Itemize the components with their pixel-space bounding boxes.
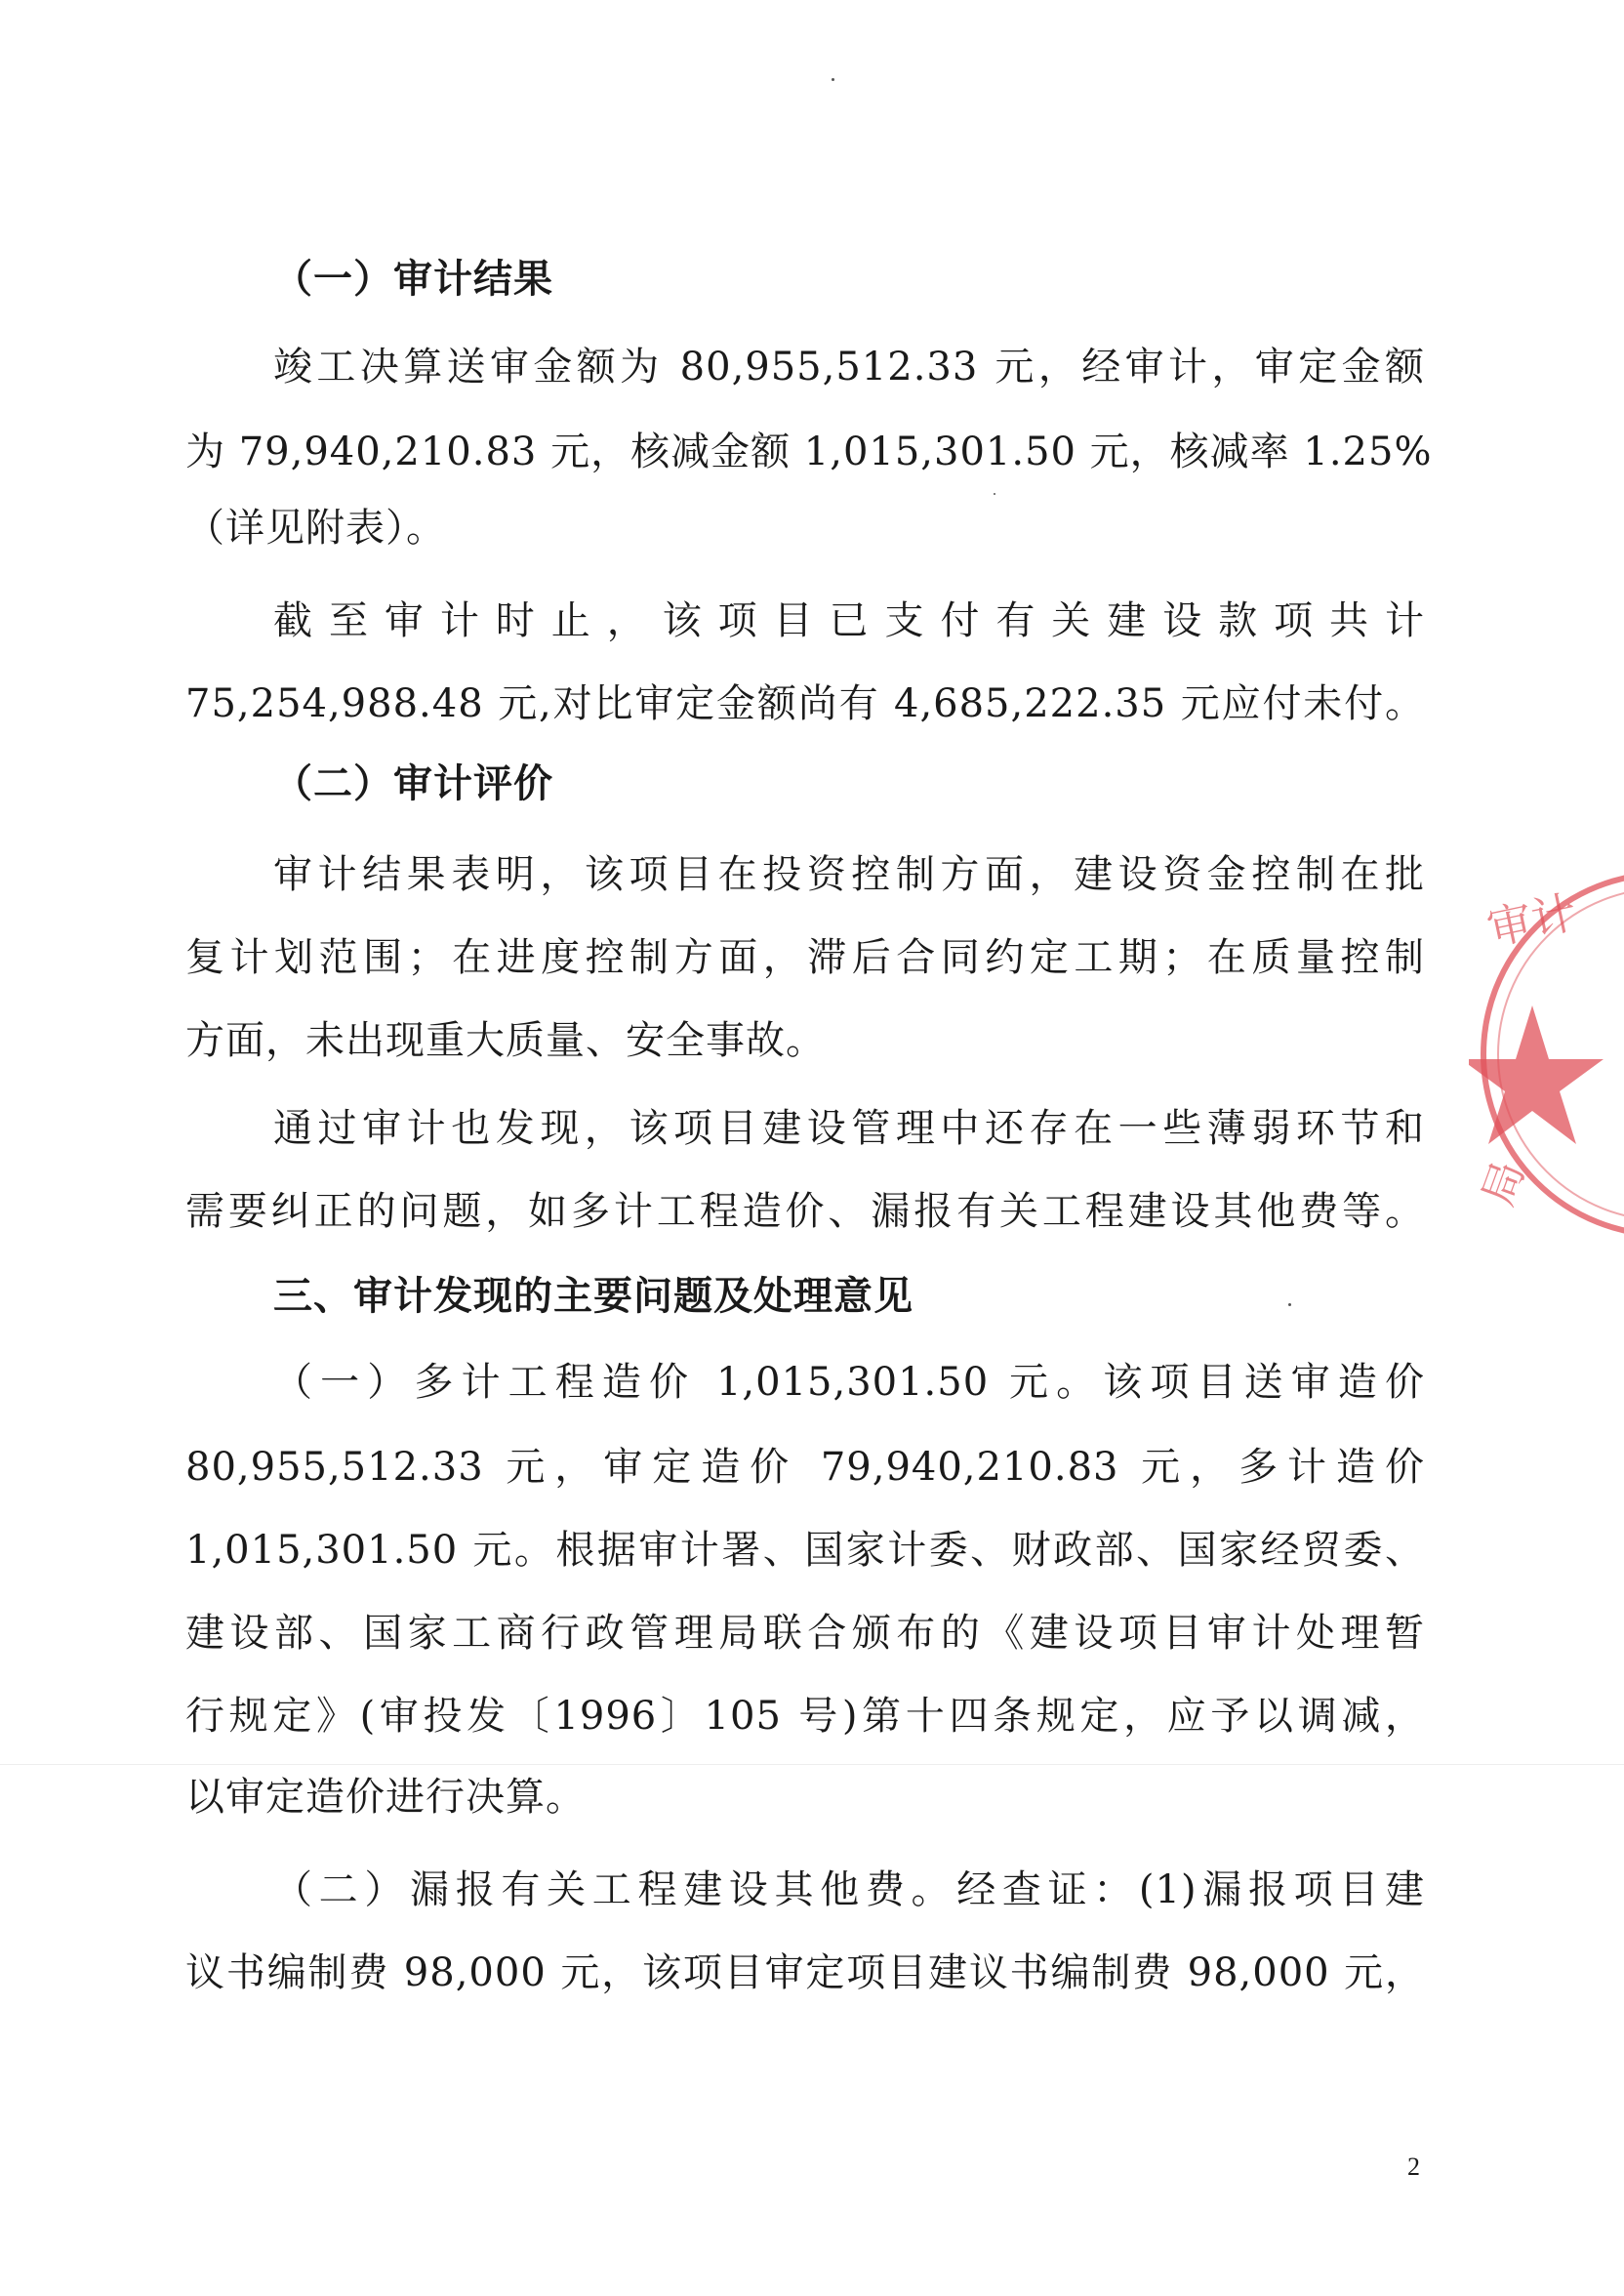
body-line: 以审定造价进行决算。 bbox=[185, 1775, 586, 1820]
heading-audit-evaluation: （二）审计评价 bbox=[273, 761, 553, 806]
body-line: 议书编制费 98,000 元，该项目审定项目建议书编制费 98,000 元， bbox=[185, 1950, 1425, 1995]
heading-section-three: 三、审计发现的主要问题及处理意见 bbox=[273, 1274, 914, 1319]
body-line: 1,015,301.50 元。根据审计署、国家计委、财政部、国家经贸委、 bbox=[185, 1528, 1425, 1573]
body-line: （一）多计工程造价 1,015,301.50 元。该项目送审造价 bbox=[273, 1360, 1425, 1405]
body-line: 行规定》(审投发〔1996〕105 号)第十四条规定，应予以调减， bbox=[185, 1694, 1425, 1739]
body-line: 建设部、国家工商行政管理局联合颁布的《建设项目审计处理暂 bbox=[185, 1611, 1425, 1656]
body-line: 需要纠正的问题，如多计工程造价、漏报有关工程建设其他费等。 bbox=[185, 1189, 1425, 1234]
scan-speck bbox=[832, 78, 834, 81]
body-line: 为 79,940,210.83 元，核减金额 1,015,301.50 元，核减率 1.25% bbox=[185, 430, 1433, 474]
page-number: 2 bbox=[1407, 2152, 1420, 2181]
body-line: （二）漏报有关工程建设其他费。经查证：(1)漏报项目建 bbox=[273, 1867, 1425, 1912]
official-seal-stamp bbox=[1469, 859, 1624, 1250]
scan-fold-line bbox=[0, 1764, 1624, 1765]
svg-text:局: 局 bbox=[1473, 1154, 1535, 1212]
svg-text:审计: 审计 bbox=[1482, 884, 1582, 956]
body-line: 截至审计时止，该项目已支付有关建设款项共计 bbox=[273, 598, 1425, 643]
body-line: （详见附表）。 bbox=[185, 506, 446, 551]
body-line: 75,254,988.48 元,对比审定金额尚有 4,685,222.35 元应付未付。 bbox=[185, 681, 1425, 726]
body-line: 复计划范围；在进度控制方面，滞后合同约定工期；在质量控制 bbox=[185, 935, 1425, 980]
body-line: 审计结果表明，该项目在投资控制方面，建设资金控制在批 bbox=[273, 852, 1425, 897]
body-line: 方面，未出现重大质量、安全事故。 bbox=[185, 1018, 826, 1063]
body-line: 竣工决算送审金额为 80,955,512.33 元，经审计，审定金额 bbox=[273, 345, 1425, 390]
body-line: 80,955,512.33 元，审定造价 79,940,210.83 元，多计造价 bbox=[185, 1445, 1425, 1490]
body-line: 通过审计也发现，该项目建设管理中还存在一些薄弱环节和 bbox=[273, 1106, 1425, 1151]
heading-audit-result: （一）审计结果 bbox=[273, 257, 553, 302]
scan-speck bbox=[994, 493, 995, 495]
